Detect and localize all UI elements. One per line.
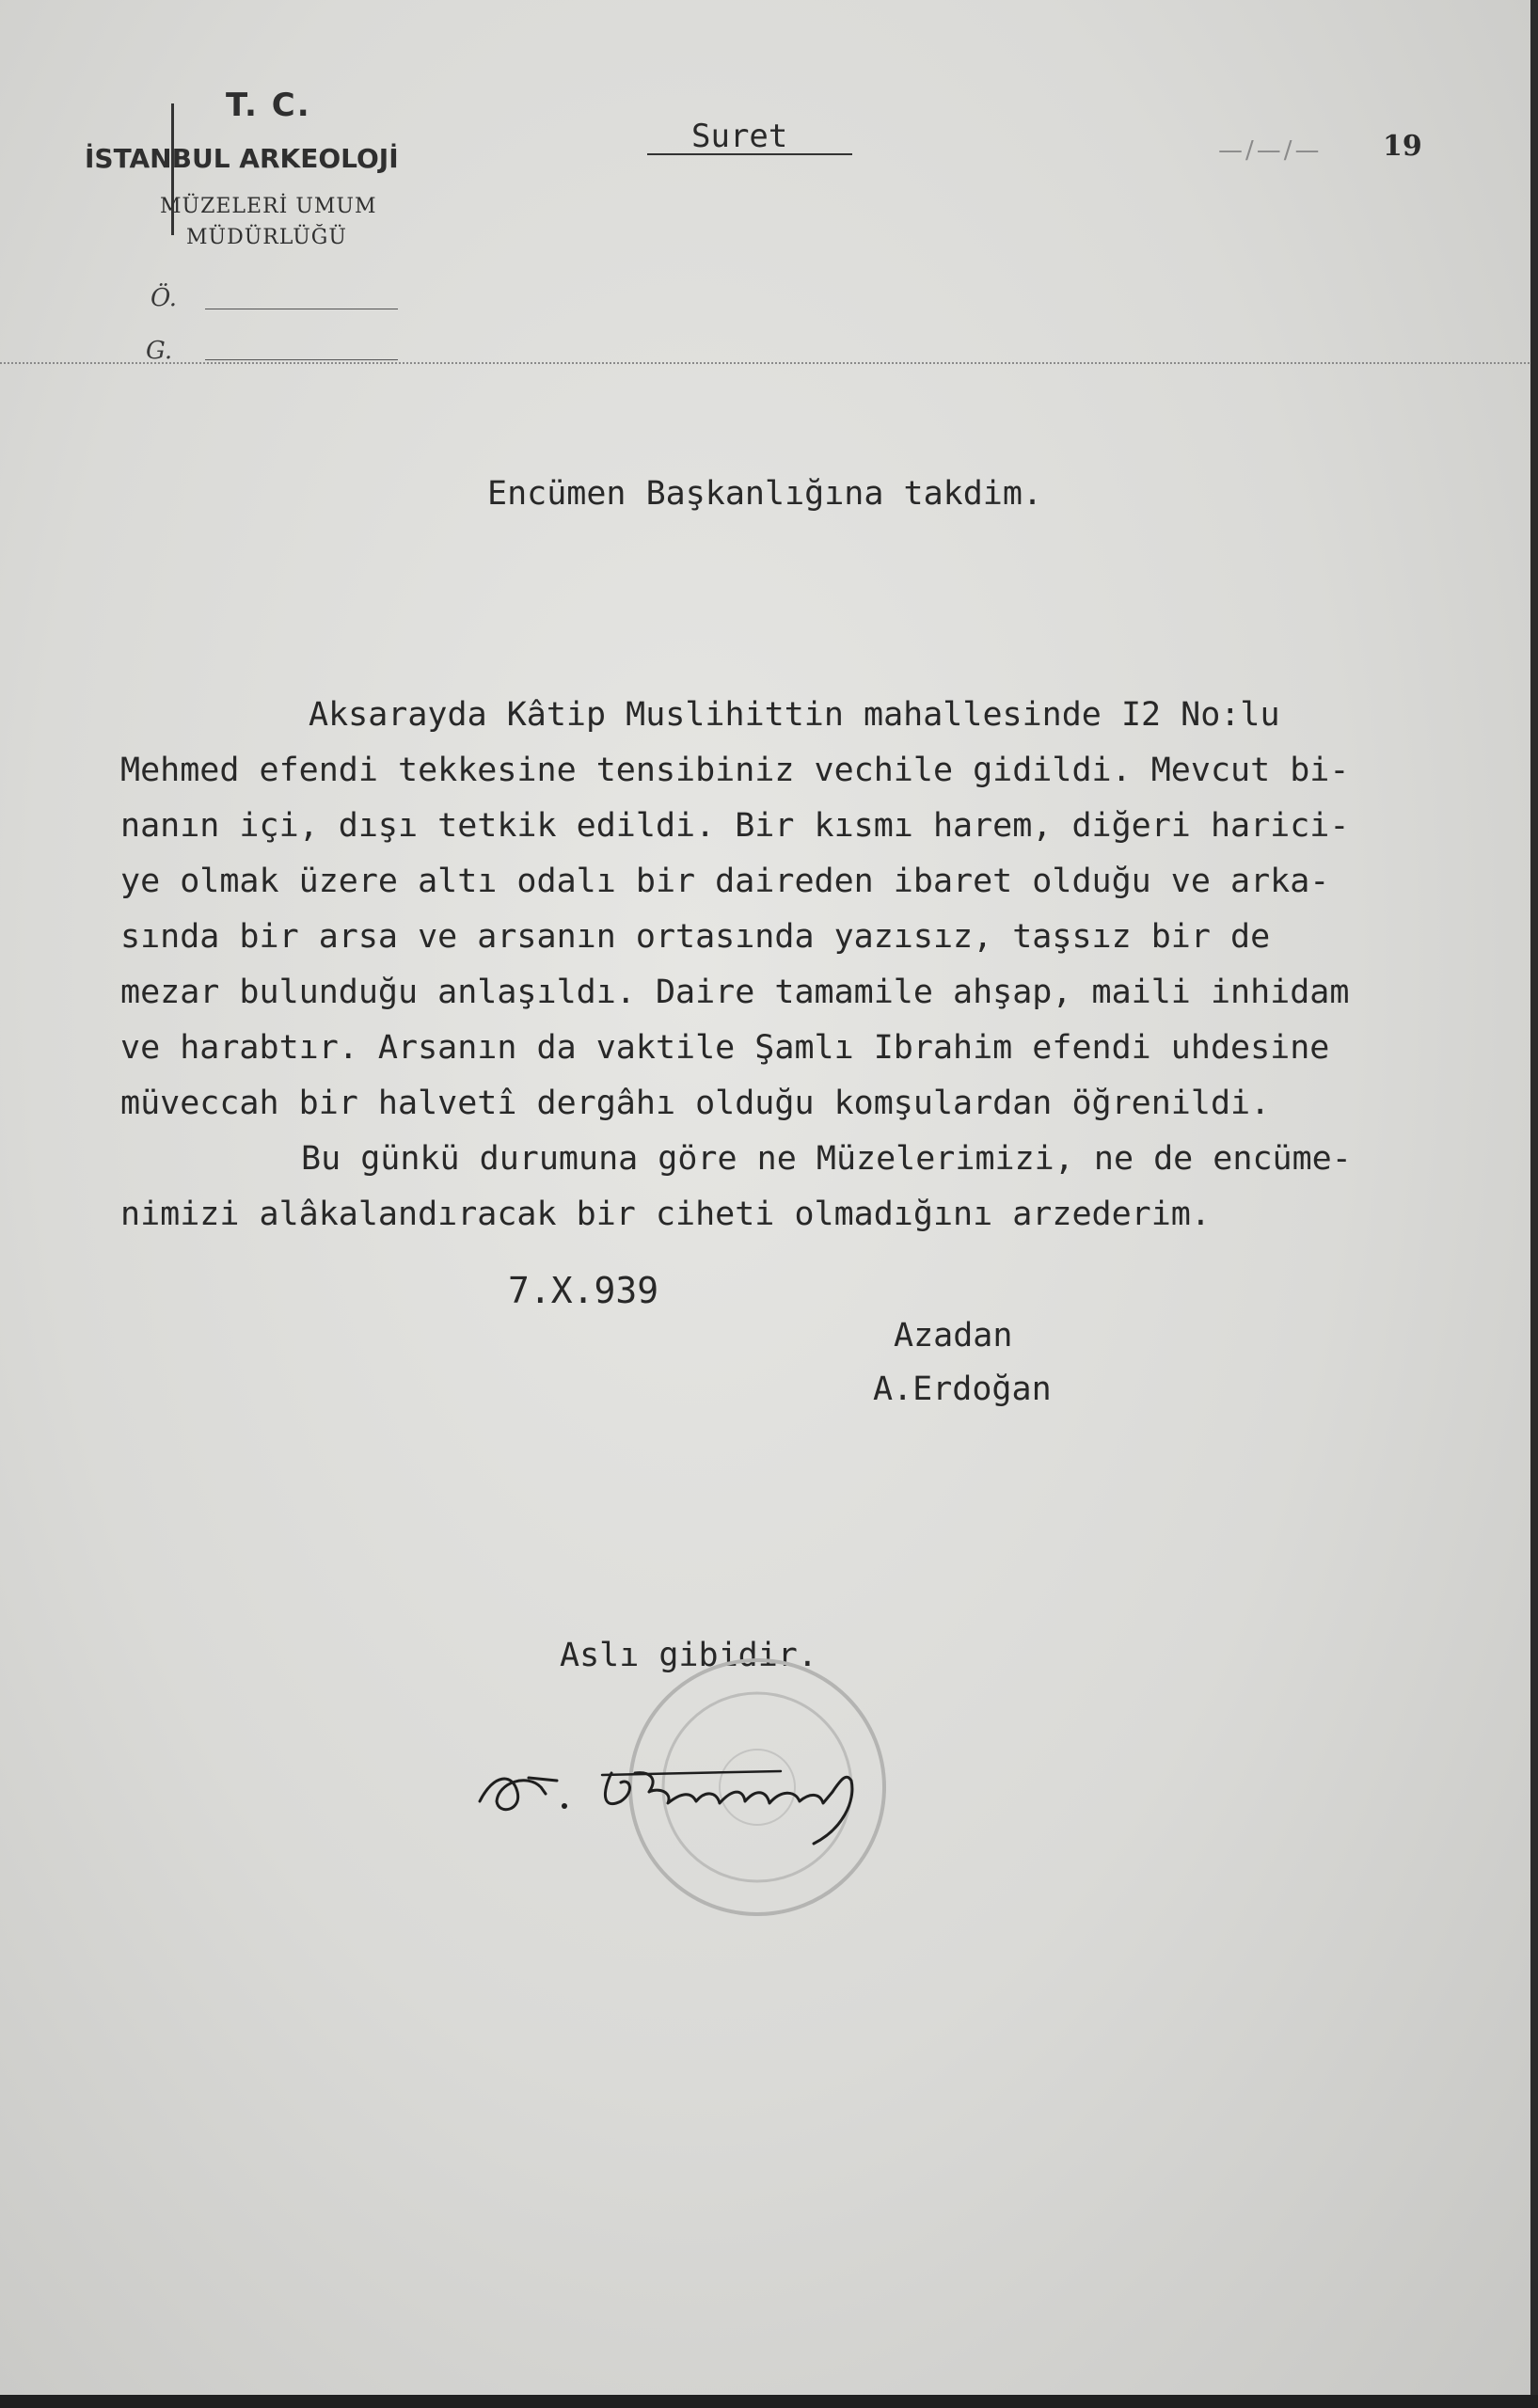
letterhead-field-o: Ö. xyxy=(151,284,178,312)
body-line: müveccah bir halvetî dergâhı olduğu komşulardan öğrenildi. xyxy=(120,1085,1271,1122)
signatory-title: Azadan xyxy=(894,1317,1013,1354)
letterhead-directorate: MÜDÜRLÜĞÜ xyxy=(186,226,347,249)
copy-label-underline xyxy=(647,153,852,155)
signature-icon xyxy=(470,1735,922,1858)
body-line: nanın içi, dışı tetkik edildi. Bir kısmı harem, diğeri harici- xyxy=(120,807,1350,845)
header-divider xyxy=(0,362,1533,364)
body-line: mezar bulunduğu anlaşıldı. Daire tamamile ahşap, maili inhidam xyxy=(120,974,1350,1011)
letter-body xyxy=(120,696,1531,1251)
date-blank: —/—/— xyxy=(1218,136,1323,165)
body-line: Bu günkü durumuna göre ne Müzelerimizi, ne de encüme- xyxy=(301,1140,1352,1178)
letterhead-institution: İSTANBUL ARKEOLOJİ xyxy=(85,143,399,174)
body-line: sında bir arsa ve arsanın ortasında yazısız, taşsız bir de xyxy=(120,918,1271,956)
body-line: Mehmed efendi tekkesine tensibiniz vechile gidildi. Mevcut bi- xyxy=(120,752,1350,789)
body-line: ye olmak üzere altı odalı bir daireden ibaret olduğu ve arka- xyxy=(120,863,1330,900)
year-prefix: 19 xyxy=(1383,130,1422,163)
body-line: Aksarayda Kâtip Muslihittin mahallesinde I2 No:lu xyxy=(309,696,1280,734)
letterhead-museums: MÜZELERİ UMUM xyxy=(160,195,377,218)
letter-date: 7.X.939 xyxy=(508,1270,659,1311)
letterhead-field-g: G. xyxy=(146,337,173,365)
letterhead-field-g-line xyxy=(205,359,398,360)
certification-text: Aslı gibidir. xyxy=(560,1637,817,1674)
letterhead-tc: T. C. xyxy=(226,87,311,124)
body-line: nimizi alâkalandıracak bir ciheti olmadığını arzederim. xyxy=(120,1196,1211,1233)
addressee: Encümen Başkanlığına takdim. xyxy=(487,475,1043,513)
signatory-name: A.Erdoğan xyxy=(873,1370,1052,1408)
handwritten-signature xyxy=(470,1735,922,1858)
body-line: ve harabtır. Arsanın da vaktile Şamlı Ibrahim efendi uhdesine xyxy=(120,1029,1330,1067)
copy-label: Suret xyxy=(691,118,788,155)
